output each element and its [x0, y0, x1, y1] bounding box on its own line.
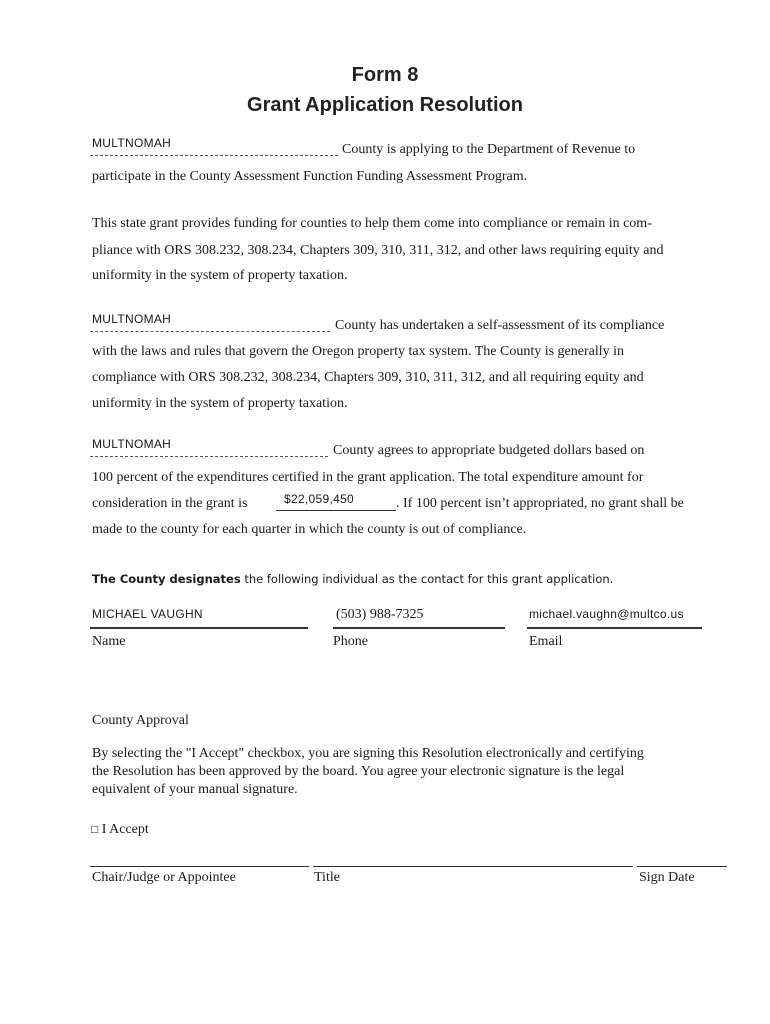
para3-line2: with the laws and rules that govern the Oregon property tax system. The County is generally in [92, 344, 625, 359]
accept-label: I Accept [101, 822, 149, 837]
county-field-2-value: MULTNOMAH [92, 312, 172, 326]
contact-phone-value: (503) 988-7325 [336, 607, 424, 622]
para4-line1: County agrees to appropriate budgeted dollars based on [333, 443, 645, 458]
approval-text-line3: equivalent of your manual signature. [92, 782, 298, 797]
approval-heading: County Approval [92, 713, 189, 728]
accept-checkbox[interactable]: □ [91, 822, 99, 836]
para1-line2: participate in the County Assessment Function Funding Assessment Program. [92, 169, 528, 184]
para4-line3-suffix: . If 100 percent isn’t appropriated, no grant shall be [396, 496, 684, 511]
para1-line1: County is applying to the Department of Revenue to [342, 142, 636, 157]
county-field-3-value: MULTNOMAH [92, 437, 172, 451]
para3-line4: uniformity in the system of property taxation. [92, 396, 348, 411]
para4-line3-prefix: consideration in the grant is [92, 496, 248, 511]
para4-line4: made to the county for each quarter in which the county is out of compliance. [92, 522, 527, 537]
contact-name-value: MICHAEL VAUGHN [92, 607, 203, 621]
contact-intro-rest: the following individual as the contact for this grant application. [244, 572, 614, 586]
contact-intro-bold: The County designates [92, 572, 241, 586]
form-title: Grant Application Resolution [247, 94, 523, 116]
para2-line1: This state grant provides funding for counties to help them come into compliance or remain in com- [92, 216, 652, 231]
contact-phone-field[interactable] [333, 627, 505, 629]
contact-email-field[interactable] [527, 627, 702, 629]
contact-name-field[interactable] [90, 627, 308, 629]
para2-line3: uniformity in the system of property taxation. [92, 268, 348, 283]
approval-text-line1: By selecting the "I Accept" checkbox, you are signing this Resolution electronically and certifying [92, 746, 644, 761]
county-field-1-value: MULTNOMAH [92, 136, 172, 150]
para3-line1: County has undertaken a self-assessment of its compliance [335, 318, 665, 333]
para2-line2: pliance with ORS 308.232, 308.234, Chapters 309, 310, 311, 312, and other laws requiring equity and [92, 243, 664, 258]
contact-email-label: Email [529, 634, 563, 649]
county-field-3[interactable] [90, 456, 328, 457]
chair-signature-field[interactable] [90, 866, 309, 867]
contact-intro [92, 572, 613, 586]
sign-date-field[interactable] [637, 866, 727, 867]
form-number: Form 8 [351, 64, 419, 86]
contact-email-value: michael.vaughn@multco.us [529, 607, 684, 621]
title-label: Title [314, 870, 340, 885]
grant-amount-value: $22,059,450 [284, 492, 355, 506]
sign-date-label: Sign Date [639, 870, 695, 885]
title-signature-field[interactable] [313, 866, 633, 867]
county-field-1[interactable] [90, 155, 338, 156]
para4-line2: 100 percent of the expenditures certified in the grant application. The total expenditure amount for [92, 470, 644, 485]
approval-text-line2: the Resolution has been approved by the board. You agree your electronic signature is the legal [92, 764, 625, 779]
accept-row [91, 822, 149, 838]
county-field-2[interactable] [90, 331, 330, 332]
contact-name-label: Name [92, 634, 126, 649]
chair-label: Chair/Judge or Appointee [92, 870, 236, 885]
grant-amount-field[interactable] [276, 510, 396, 511]
contact-phone-label: Phone [333, 634, 368, 649]
para3-line3: compliance with ORS 308.232, 308.234, Chapters 309, 310, 311, 312, and all requiring equity and [92, 370, 644, 385]
